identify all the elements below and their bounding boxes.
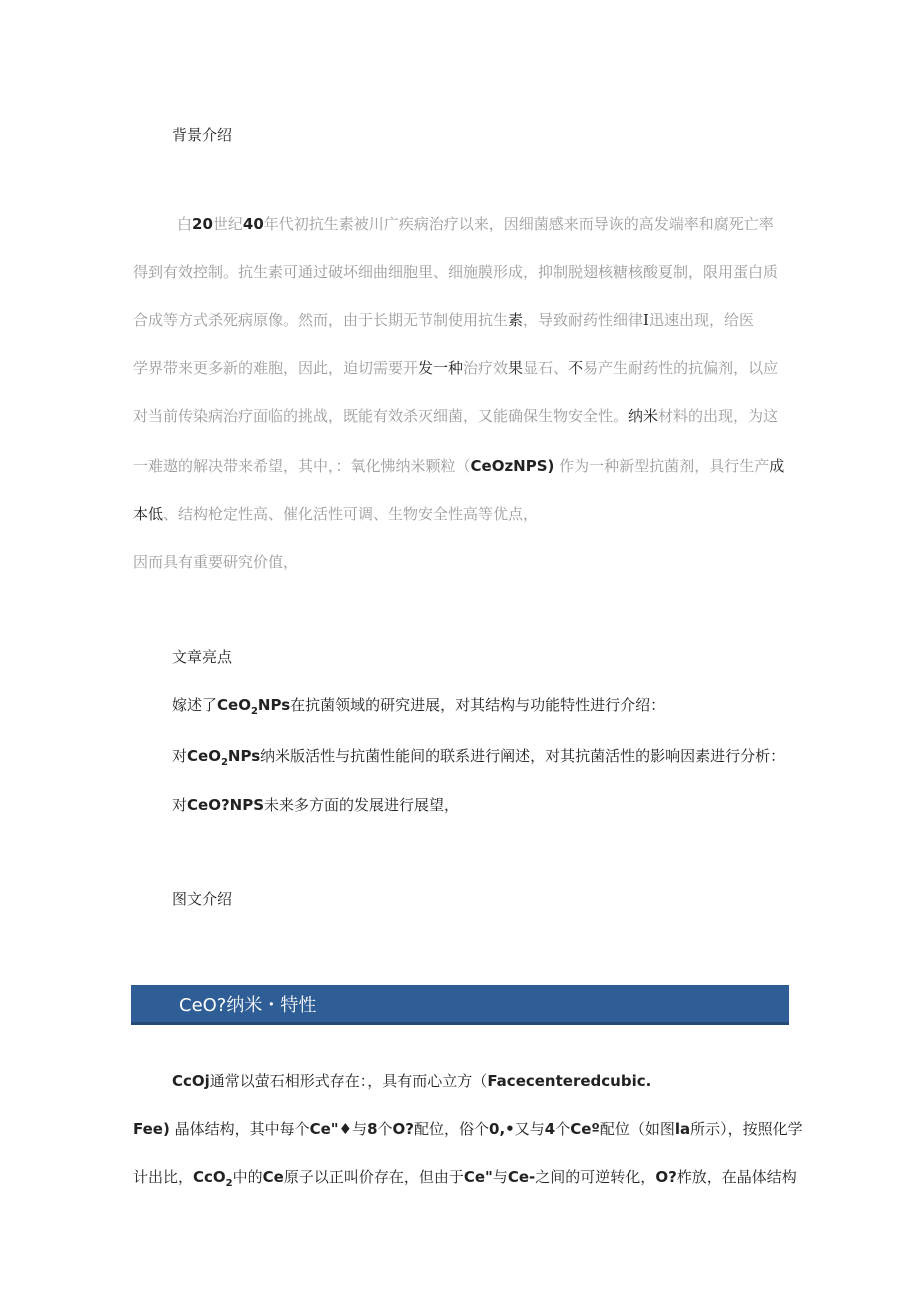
text-run: 所示），按照化学 <box>690 1120 803 1138</box>
text-run: 白 <box>177 215 193 233</box>
text-run: 材料的出现，为这 <box>658 407 779 425</box>
text-run: 发一种 <box>418 359 464 377</box>
text-run: Ce <box>262 1168 284 1186</box>
highlight-item <box>172 694 665 717</box>
text-run: 一难遨的解决带来希望，其中，：氧化怫纳米颗粒（ <box>133 457 471 475</box>
text-run: 计出比， <box>133 1168 194 1186</box>
text-run: NPs <box>257 696 291 714</box>
text-run: 嫁述了 <box>172 696 218 714</box>
section-heading-background: 背景介绍 <box>172 126 233 144</box>
text-run: 原子以正叫价存在，但由于 <box>283 1168 464 1186</box>
text-run: 4 <box>544 1120 556 1138</box>
text-run: 果 <box>508 359 524 377</box>
text-run: 对 <box>172 796 188 814</box>
text-run: CeO <box>217 696 251 714</box>
text-run: 柞放，在晶体结构 <box>676 1168 797 1186</box>
banner-title: CeO?纳米・特性 <box>179 995 317 1016</box>
text-run: 纳米版活性与抗菌性能间的联系进行阐述，对其抗菌活性的影响因素进行分析： <box>260 747 786 765</box>
text-run: 与 <box>492 1168 508 1186</box>
paragraph-line <box>133 357 778 378</box>
text-run: 世纪 <box>212 215 243 233</box>
text-run: Ceº <box>570 1120 600 1138</box>
text-run: 20 <box>192 215 213 233</box>
text-run: 中的 <box>232 1168 263 1186</box>
text-run: CeOzNPS) <box>470 457 555 475</box>
text-run: CcO <box>193 1168 226 1186</box>
text-run: CcOj <box>172 1072 210 1090</box>
text-run: 0,• <box>489 1120 515 1138</box>
text-run: 通常以萤石相形式存在：，具有而心立方（ <box>209 1072 488 1090</box>
paragraph-line <box>133 503 538 524</box>
text-run: 晶体结构，其中每个 <box>169 1120 310 1138</box>
text-run: 菌 <box>664 457 680 475</box>
text-run: 配位（如图 <box>599 1120 675 1138</box>
text-run: CeO?NPS <box>187 796 265 814</box>
text-run: 与 <box>352 1120 368 1138</box>
text-run: 作为一种新型抗 <box>554 457 665 475</box>
text-run: 、结构枪定性高、催化活性可调、生物安全性高等优点， <box>163 505 539 523</box>
text-run: O? <box>655 1168 677 1186</box>
paragraph-line <box>133 1166 797 1189</box>
text-run: O? <box>392 1120 414 1138</box>
text-run: Facecenteredcubic. <box>487 1072 652 1090</box>
subscript: 2 <box>250 706 258 717</box>
text-run: 对当前传染病治疗面临的挑战，既能有效杀灭细菌，又能确保生物安全性。 <box>133 407 629 425</box>
text-run: 之间的可逆转化， <box>535 1168 656 1186</box>
text-run: 不 <box>568 359 584 377</box>
text-run: Ce" <box>463 1168 493 1186</box>
text-run: 个 <box>377 1120 393 1138</box>
text-run: 剂，具行生产 <box>679 457 770 475</box>
paragraph-line <box>133 455 784 476</box>
text-run: 成 <box>769 457 785 475</box>
text-run: Ce"♦ <box>309 1120 353 1138</box>
text-run: la <box>674 1120 691 1138</box>
text-run: 本低 <box>133 505 164 523</box>
paragraph-line <box>172 1070 651 1091</box>
text-run: 对 <box>172 747 188 765</box>
text-run: 年代初抗生素被川广疾病治疗以来，因细菌感来而导诙的高发端率和腐死亡率 <box>263 215 774 233</box>
text-run: 未来多方面的发展进行展望， <box>264 796 460 814</box>
section-heading-figures: 图文介绍 <box>172 890 233 908</box>
text-run: 在抗菌领域的研究进展，对其结构与功能特性进行介绍： <box>290 696 666 714</box>
section-banner <box>131 985 789 1025</box>
paragraph-line: 因而具有重要研究价值， <box>133 553 299 571</box>
section-heading-highlights: 文章亮点 <box>172 648 233 666</box>
subscript: 2 <box>225 1178 233 1189</box>
text-run: ，导致耐药性细律 <box>523 311 644 329</box>
text-run: CeO <box>187 747 221 765</box>
text-run: Ce- <box>507 1168 536 1186</box>
paragraph-line <box>133 309 754 330</box>
text-run: 配位，俗个 <box>414 1120 490 1138</box>
text-run: 纳米 <box>628 407 659 425</box>
text-run: Fee) <box>133 1120 170 1138</box>
text-run: 治疗效 <box>463 359 509 377</box>
text-run: I <box>643 311 649 329</box>
text-run: 学界带来更多新的难胞，因此，迫切需要开 <box>133 359 419 377</box>
highlight-item <box>172 745 785 768</box>
paragraph-line <box>177 213 774 234</box>
text-run: 8 <box>367 1120 378 1138</box>
highlight-item <box>172 794 459 815</box>
text-run: 迅速出现，给医 <box>648 311 754 329</box>
text-run: 素 <box>508 311 524 329</box>
text-run: 个 <box>555 1120 571 1138</box>
text-run: 显石、 <box>523 359 569 377</box>
text-run: 易产生耐药性的抗偏剂，以应 <box>583 359 779 377</box>
paragraph-line: 得到有效控制。抗生素可通过破坏细曲细胞里、细施膜形成，抑制脱翅核糖核酸夏制，限用蛋白质 <box>133 263 779 281</box>
text-run: 又与 <box>514 1120 545 1138</box>
subscript: 2 <box>220 757 228 768</box>
paragraph-line <box>133 405 778 426</box>
text-run: NPs <box>227 747 261 765</box>
text-run: 40 <box>242 215 264 233</box>
paragraph-line <box>133 1118 803 1139</box>
text-run: 合成等方式杀死病原像。然而，由于长期无节制使用抗生 <box>133 311 509 329</box>
